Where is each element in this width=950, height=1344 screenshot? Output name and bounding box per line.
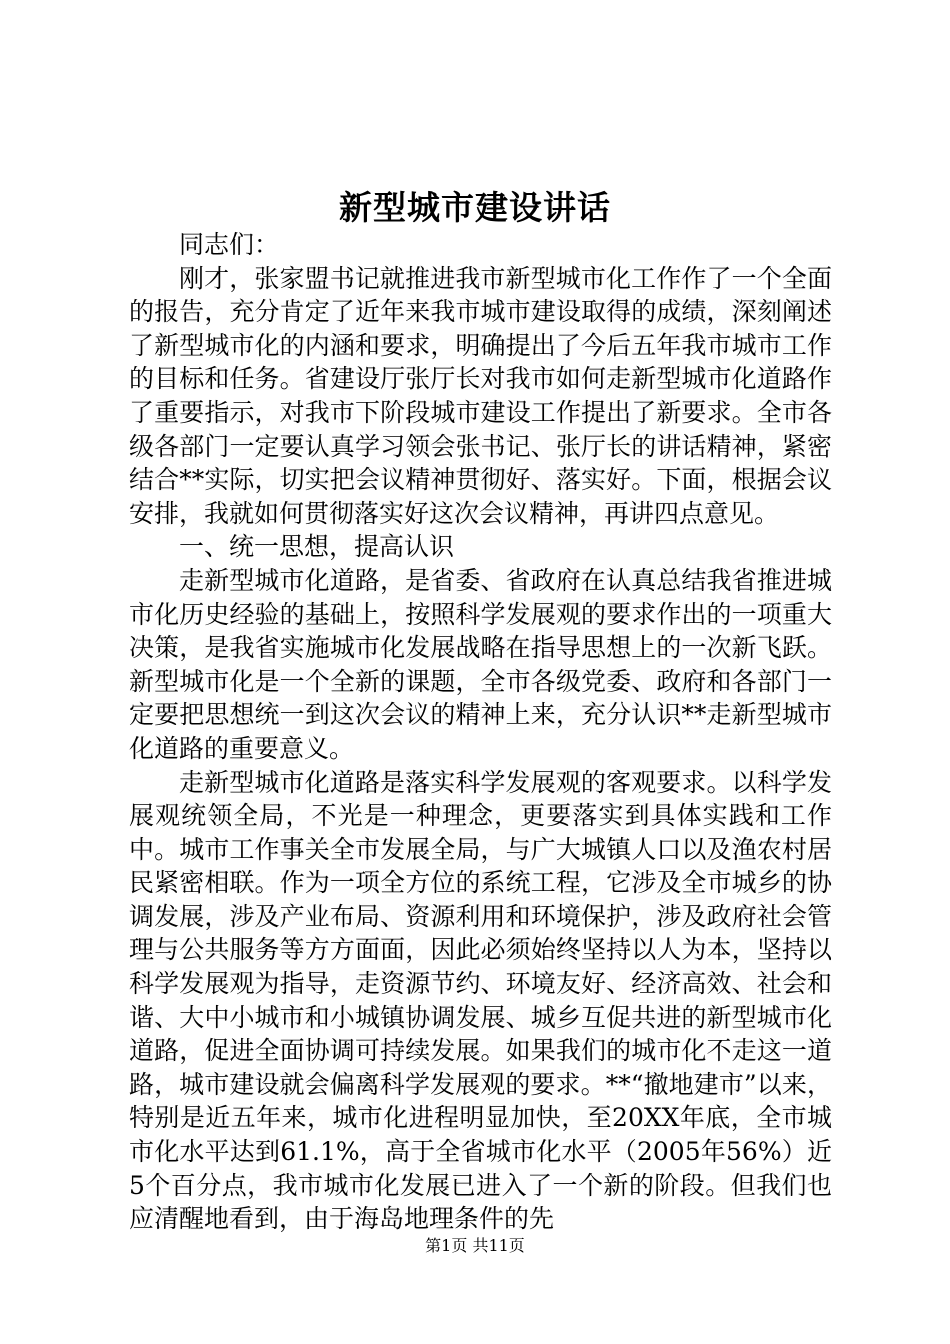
section-heading: 一、统一思想，提高认识	[179, 532, 455, 562]
paragraph-intro: 刚才，张家盟书记就推进我市新型城市化工作作了一个全面的报告，充分肯定了近年来我市城市建设取得的成绩，深刻阐述了新型城市化的内涵和要求，明确提出了今后五年我市城市工作的目标和任务。省建设厅张厅长对我市如何走新型城市化道路作了重要指示，对我市下阶段城市建设工作提出了新要求。全市各级各部门一定要认真学习领会张书记、张厅长的讲话精神，紧密结合**实际，切实把会议精神贯彻好、落实好。下面，根据会议安排，我就如何贯彻落实好这次会议精神，再讲四点意见。	[129, 263, 832, 528]
paragraph-1: 走新型城市化道路，是省委、省政府在认真总结我省推进城市化历史经验的基础上，按照科学发展观的要求作出的一项重大决策，是我省实施城市化发展战略在指导思想上的一次新飞跃。新型城市化是一个全新的课题，全市各级党委、政府和各部门一定要把思想统一到这次会议的精神上来，充分认识**走新型城市化道路的重要意义。	[129, 565, 832, 763]
document-title: 新型城市建设讲话	[339, 188, 611, 227]
salutation: 同志们：	[179, 230, 280, 259]
page-footer: 第1页 共11页	[425, 1236, 525, 1255]
paragraph-2: 走新型城市化道路是落实科学发展观的客观要求。以科学发展观统领全局，不光是一种理念，更要落实到具体实践和工作中。城市工作事关全市发展全局，与广大城镇人口以及渔农村居民紧密相联。作为一项全方位的系统工程，它涉及全市城乡的协调发展，涉及产业布局、资源利用和环境保护，涉及政府社会管理与公共服务等方方面面，因此必须始终坚持以人为本，坚持以科学发展观为指导，走资源节约、环境友好、经济高效、社会和谐、大中小城市和小城镇协调发展、城乡互促共进的新型城市化道路，促进全面协调可持续发展。如果我们的城市化不走这一道路，城市建设就会偏离科学发展观的要求。**“撤地建市”以来，特别是近五年来，城市化进程明显加快，至20XX年底，全市城市化水平达到61.1%，高于全省城市化水平（2005年56%）近5个百分点，我市城市化发展已进入了一个新的阶段。但我们也应清醒地看到，由于海岛地理条件的先	[129, 767, 832, 1234]
document-body	[129, 228, 832, 1236]
